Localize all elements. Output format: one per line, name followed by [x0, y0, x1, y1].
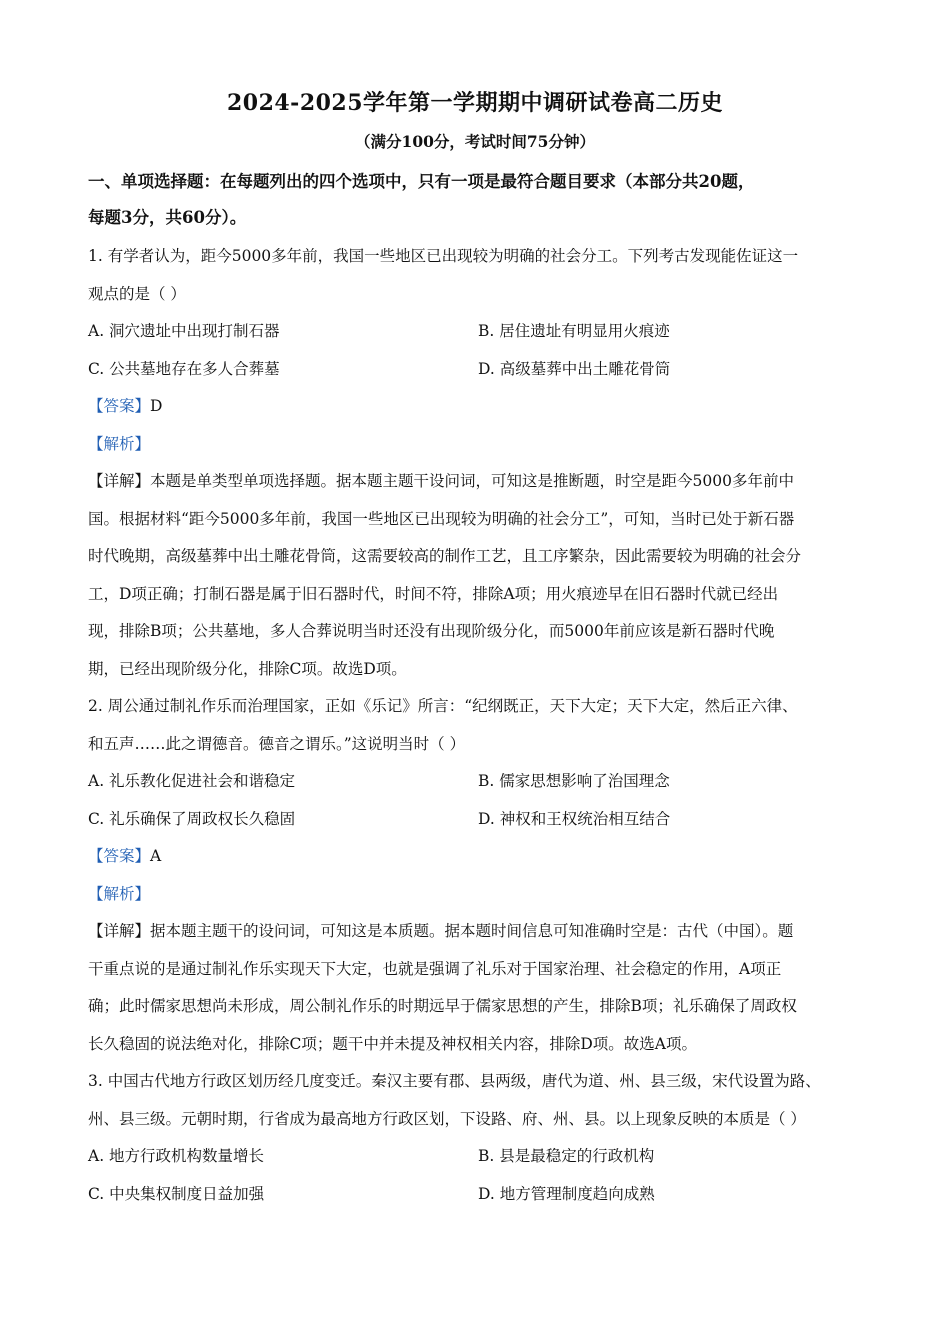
option-c: C. 礼乐确保了周政权长久稳固 — [88, 809, 296, 828]
section-heading — [88, 164, 888, 236]
option-a: A. 洞穴遗址中出现打制石器 — [88, 322, 280, 340]
questions-body — [88, 238, 888, 1213]
section-heading-line-2: 每题3分，共60分）。 — [88, 208, 247, 227]
page-subtitle: （满分100分，考试时间75分钟） — [355, 132, 595, 151]
question-stem-line: 1. 有学者认为，距今5000多年前，我国一些地区已出现较为明确的社会分工。下列考古发现能佐证这一 — [88, 247, 799, 265]
answer-tag: 【答案】 — [88, 847, 151, 865]
analysis-line — [88, 426, 888, 464]
detail-line — [88, 913, 888, 951]
option-c: C. 公共墓地存在多人合葬墓 — [88, 359, 280, 378]
detail-line: 工，D项正确；打制石器是属于旧石器时代，时间不符，排除A项；用火痕迹早在旧石器时代就已经出 — [88, 584, 779, 603]
detail-tag: 【详解】 — [88, 472, 151, 490]
detail-text: 本题是单类型单项选择题。据本题主题干设问词，可知这是推断题，时空是距今5000多年前中 — [150, 472, 794, 490]
options-row — [88, 763, 888, 801]
page-title: 2024-2025学年第一学期期中调研试卷高二历史 — [226, 90, 724, 116]
question-stem-line: 2. 周公通过制礼作乐而治理国家，正如《乐记》所言：“纪纲既正，天下大定；天下大定，然后正六律、 — [88, 697, 798, 715]
detail-line: 干重点说的是通过制礼作乐实现天下大定，也就是强调了礼乐对于国家治理、社会稳定的作用，A项正 — [88, 959, 782, 978]
options-row — [88, 351, 888, 389]
options-row — [88, 801, 888, 839]
question-stem-line: 和五声……此之谓德音。德音之谓乐。”这说明当时（ ） — [88, 734, 466, 753]
option-d: D. 神权和王权统治相互结合 — [478, 809, 671, 828]
answer-value: A — [150, 847, 162, 865]
detail-line: 国。根据材料“距今5000多年前，我国一些地区已出现较为明确的社会分工”，可知，当时已处于新石器 — [88, 509, 795, 528]
options-row — [88, 313, 888, 351]
option-d: D. 地方管理制度趋向成熟 — [478, 1184, 655, 1203]
detail-tag: 【详解】 — [88, 922, 151, 940]
answer-value: D — [150, 397, 163, 415]
answer-tag: 【答案】 — [88, 397, 151, 415]
answer-line — [88, 838, 888, 876]
analysis-line — [88, 876, 888, 914]
detail-text: 据本题主题干的设问词，可知这是本质题。据本题时间信息可知准确时空是：古代（中国）。题 — [150, 922, 794, 940]
question-stem-line: 观点的是（ ） — [88, 284, 186, 303]
question-stem-line: 3. 中国古代地方行政区划历经几度变迁。秦汉主要有郡、县两级，唐代为道、州、县三级，宋代设置为路、 — [88, 1072, 821, 1090]
question-stem-line: 州、县三级。元朝时期，行省成为最高地方行政区划，下设路、府、州、县。以上现象反映的本质是（ ） — [88, 1109, 806, 1128]
detail-line: 确；此时儒家思想尚未形成，周公制礼作乐的时期远早于儒家思想的产生，排除B项；礼乐确保了周政权 — [88, 997, 797, 1015]
options-row — [88, 1138, 888, 1176]
detail-line: 长久稳固的说法绝对化，排除C项；题干中并未提及神权相关内容，排除D项。故选A项。 — [88, 1034, 697, 1053]
section-heading-line-1: 一、单项选择题：在每题列出的四个选项中，只有一项是最符合题目要求（本部分共20题， — [88, 172, 755, 191]
option-a: A. 礼乐教化促进社会和谐稳定 — [88, 772, 296, 790]
question-3 — [88, 1063, 888, 1213]
option-c: C. 中央集权制度日益加强 — [88, 1184, 265, 1203]
detail-line: 期，已经出现阶级分化，排除C项。故选D项。 — [88, 659, 407, 678]
question-2 — [88, 688, 888, 1063]
option-b: B. 居住遗址有明显用火痕迹 — [478, 322, 670, 340]
analysis-tag: 【解析】 — [88, 884, 151, 903]
options-row — [88, 1176, 888, 1214]
detail-line: 现，排除B项；公共墓地，多人合葬说明当时还没有出现阶级分化，而5000年前应该是新石器时代晚 — [88, 622, 775, 640]
answer-line — [88, 388, 888, 426]
detail-line — [88, 463, 888, 501]
detail-line: 时代晚期，高级墓葬中出土雕花骨筒，这需要较高的制作工艺，且工序繁杂，因此需要较为明确的社会分 — [88, 547, 802, 565]
option-b: B. 县是最稳定的行政机构 — [478, 1147, 655, 1165]
option-a: A. 地方行政机构数量增长 — [88, 1147, 265, 1165]
option-d: D. 高级墓葬中出土雕花骨筒 — [478, 359, 671, 378]
analysis-tag: 【解析】 — [88, 434, 151, 453]
option-b: B. 儒家思想影响了治国理念 — [478, 772, 670, 790]
question-1 — [88, 238, 888, 688]
